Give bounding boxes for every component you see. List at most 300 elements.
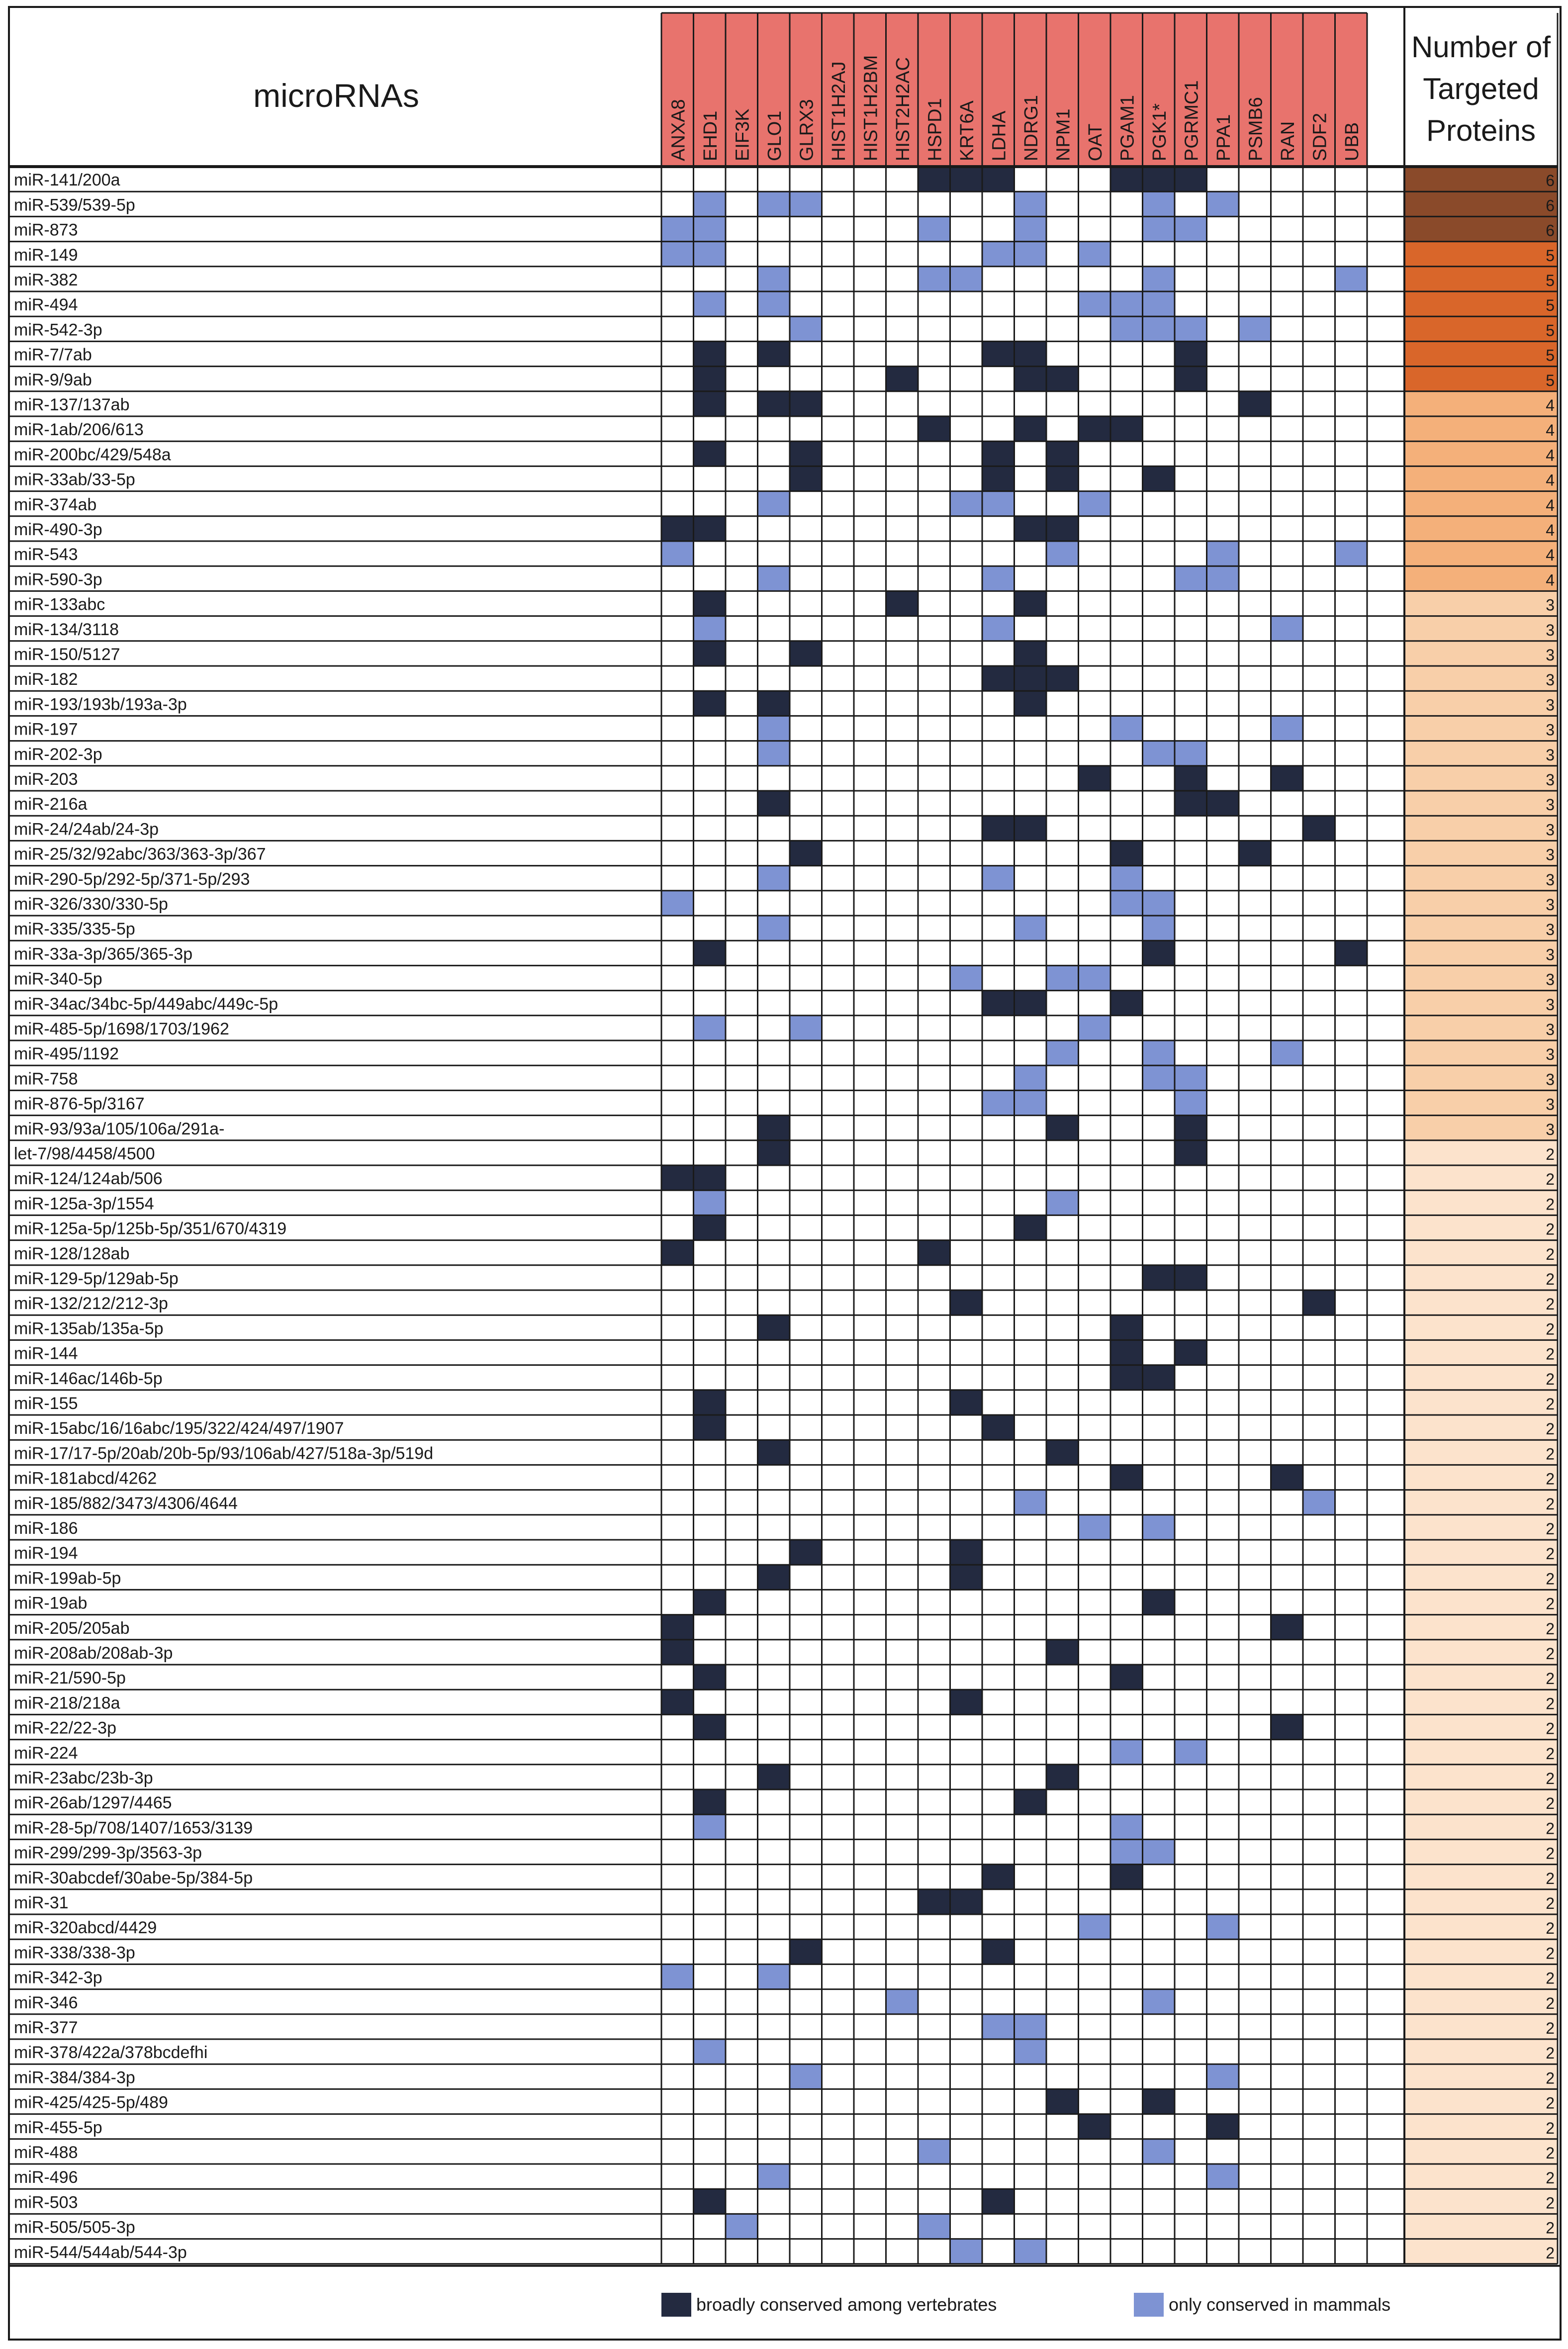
cell-vertebrate — [790, 441, 822, 466]
cell-mammal — [790, 316, 822, 341]
cell-mammal — [918, 267, 950, 291]
count-value: 2 — [1546, 2044, 1555, 2063]
count-value: 2 — [1546, 1420, 1555, 1438]
row-label: miR-137/137ab — [14, 395, 130, 414]
column-label-hist1h2aj: HIST1H2AJ — [828, 61, 849, 161]
count-cell — [1404, 1615, 1558, 1640]
count-value: 3 — [1546, 970, 1555, 989]
cell-mammal — [661, 1964, 694, 1989]
count-cell — [1404, 391, 1558, 416]
count-cell — [1404, 916, 1558, 940]
cell-mammal — [1079, 965, 1111, 990]
cell-vertebrate — [1271, 766, 1303, 791]
count-cell — [1404, 1640, 1558, 1665]
column-label-krt6a: KRT6A — [956, 100, 978, 161]
cell-vertebrate — [661, 516, 694, 541]
count-value: 2 — [1546, 1320, 1555, 1338]
cell-vertebrate — [1271, 1714, 1303, 1739]
row-label: miR-503 — [14, 2193, 78, 2212]
count-value: 2 — [1546, 2219, 1555, 2237]
count-cell — [1404, 1964, 1558, 1989]
row-label: miR-146ac/146b-5p — [14, 1369, 163, 1388]
count-value: 2 — [1546, 1545, 1555, 1563]
count-cell — [1404, 2139, 1558, 2164]
count-cell — [1404, 2039, 1558, 2064]
cell-mammal — [1015, 216, 1047, 241]
cell-vertebrate — [694, 516, 726, 541]
cell-mammal — [982, 242, 1015, 267]
count-value: 2 — [1546, 1370, 1555, 1388]
row-label: miR-149 — [14, 245, 78, 265]
cell-mammal — [1015, 1090, 1047, 1115]
count-value: 2 — [1546, 2119, 1555, 2137]
row-label: miR-384/384-3p — [14, 2068, 135, 2087]
legend-label-vertebrate: broadly conserved among vertebrates — [696, 2294, 997, 2315]
cell-mammal — [694, 216, 726, 241]
count-value: 2 — [1546, 1270, 1555, 1288]
cell-mammal — [1175, 741, 1207, 766]
count-cell — [1404, 2239, 1558, 2264]
cell-mammal — [790, 1016, 822, 1040]
cell-mammal — [886, 1989, 919, 2014]
cell-vertebrate — [1175, 341, 1207, 366]
cell-vertebrate — [950, 1565, 983, 1590]
row-label: miR-9/9ab — [14, 370, 92, 389]
count-header-line: Number of — [1411, 30, 1551, 64]
count-value: 3 — [1546, 895, 1555, 914]
cell-mammal — [1143, 1989, 1175, 2014]
count-cell — [1404, 666, 1558, 691]
cell-mammal — [1143, 741, 1175, 766]
row-label: miR-496 — [14, 2168, 78, 2187]
cell-mammal — [1110, 291, 1143, 316]
count-value: 2 — [1546, 1744, 1555, 1763]
count-value: 6 — [1546, 196, 1555, 215]
row-label: miR-7/7ab — [14, 345, 92, 365]
cell-vertebrate — [694, 1165, 726, 1190]
count-cell — [1404, 167, 1558, 191]
cell-mammal — [1046, 965, 1079, 990]
column-label-ndrg1: NDRG1 — [1020, 94, 1042, 161]
row-label: miR-876-5p/3167 — [14, 1094, 145, 1114]
count-cell — [1404, 2089, 1558, 2114]
count-cell — [1404, 1665, 1558, 1690]
count-value: 2 — [1546, 1670, 1555, 1688]
cell-vertebrate — [1110, 1865, 1143, 1889]
cell-vertebrate — [694, 641, 726, 666]
count-cell — [1404, 1340, 1558, 1365]
cell-vertebrate — [790, 641, 822, 666]
count-cell — [1404, 341, 1558, 366]
row-label: miR-758 — [14, 1069, 78, 1089]
count-value: 2 — [1546, 1694, 1555, 1713]
cell-vertebrate — [1143, 940, 1175, 965]
cell-vertebrate — [1015, 516, 1047, 541]
cell-vertebrate — [790, 1540, 822, 1565]
cell-vertebrate — [758, 791, 790, 816]
cell-mammal — [1015, 2239, 1047, 2264]
row-label: miR-135ab/135a-5p — [14, 1319, 164, 1338]
cell-vertebrate — [758, 1765, 790, 1789]
row-label: miR-21/590-5p — [14, 1669, 126, 1688]
row-label: miR-134/3118 — [14, 620, 119, 639]
cell-vertebrate — [694, 940, 726, 965]
cell-mammal — [1110, 316, 1143, 341]
cell-mammal — [982, 616, 1015, 641]
row-label: miR-543 — [14, 545, 78, 564]
cell-vertebrate — [1015, 1215, 1047, 1240]
column-label-glo1: GLO1 — [764, 110, 785, 161]
cell-mammal — [1175, 1065, 1207, 1090]
cell-vertebrate — [918, 1889, 950, 1914]
cell-vertebrate — [661, 1240, 694, 1265]
cell-mammal — [1271, 1040, 1303, 1065]
count-cell — [1404, 1016, 1558, 1040]
cell-mammal — [1079, 242, 1111, 267]
cell-vertebrate — [982, 441, 1015, 466]
cell-vertebrate — [1015, 691, 1047, 716]
cell-mammal — [918, 2139, 950, 2164]
row-label: miR-378/422a/378bcdefhi — [14, 2043, 208, 2063]
column-label-oat: OAT — [1085, 123, 1106, 161]
count-value: 4 — [1546, 421, 1555, 440]
count-header-line: Proteins — [1426, 114, 1536, 147]
row-label: miR-124/124ab/506 — [14, 1169, 163, 1189]
count-cell — [1404, 541, 1558, 566]
cell-vertebrate — [950, 1889, 983, 1914]
cell-vertebrate — [918, 1240, 950, 1265]
cell-mammal — [982, 866, 1015, 891]
column-label-ran: RAN — [1277, 121, 1298, 161]
column-label-anxa8: ANXA8 — [668, 99, 689, 161]
count-cell — [1404, 191, 1558, 216]
count-cell — [1404, 1090, 1558, 1115]
cell-vertebrate — [1015, 666, 1047, 691]
cell-vertebrate — [982, 666, 1015, 691]
count-cell — [1404, 1540, 1558, 1565]
cell-vertebrate — [1110, 416, 1143, 441]
cell-vertebrate — [950, 167, 983, 191]
cell-vertebrate — [1175, 1265, 1207, 1290]
cell-mammal — [1143, 316, 1175, 341]
count-cell — [1404, 866, 1558, 891]
row-label: miR-488 — [14, 2143, 78, 2162]
cell-mammal — [950, 965, 983, 990]
row-label: miR-128/128ab — [14, 1244, 130, 1263]
count-cell — [1404, 1116, 1558, 1140]
count-value: 3 — [1546, 1095, 1555, 1114]
cell-mammal — [1239, 316, 1271, 341]
count-value: 3 — [1546, 1070, 1555, 1089]
count-cell — [1404, 940, 1558, 965]
cell-vertebrate — [1079, 416, 1111, 441]
count-value: 2 — [1546, 1794, 1555, 1813]
count-cell — [1404, 1939, 1558, 1964]
cell-vertebrate — [1046, 516, 1079, 541]
count-cell — [1404, 416, 1558, 441]
count-value: 2 — [1546, 1595, 1555, 1613]
cell-mammal — [661, 242, 694, 267]
cell-vertebrate — [1015, 641, 1047, 666]
count-cell — [1404, 441, 1558, 466]
count-value: 2 — [1546, 1619, 1555, 1638]
cell-mammal — [1143, 267, 1175, 291]
count-value: 2 — [1546, 2169, 1555, 2187]
count-value: 4 — [1546, 571, 1555, 589]
row-label: let-7/98/4458/4500 — [14, 1144, 155, 1163]
count-value: 2 — [1546, 1445, 1555, 1463]
row-label: miR-374ab — [14, 495, 97, 514]
cell-mammal — [694, 616, 726, 641]
cell-vertebrate — [661, 1615, 694, 1640]
count-cell — [1404, 1490, 1558, 1515]
count-cell — [1404, 791, 1558, 816]
cell-vertebrate — [661, 1165, 694, 1190]
row-label: miR-299/299-3p/3563-3p — [14, 1843, 202, 1863]
row-label: miR-194 — [14, 1544, 78, 1563]
count-value: 3 — [1546, 921, 1555, 939]
cell-vertebrate — [918, 167, 950, 191]
column-label-hist2h2ac: HIST2H2AC — [892, 57, 914, 161]
cell-mammal — [1143, 1065, 1175, 1090]
row-label: miR-335/335-5p — [14, 920, 135, 939]
cell-vertebrate — [694, 691, 726, 716]
cell-mammal — [790, 2064, 822, 2089]
count-value: 2 — [1546, 2019, 1555, 2037]
count-value: 4 — [1546, 446, 1555, 465]
row-label: miR-494 — [14, 295, 78, 315]
count-cell — [1404, 1515, 1558, 1540]
cell-vertebrate — [1143, 1265, 1175, 1290]
row-label: miR-340-5p — [14, 969, 102, 989]
cell-vertebrate — [1207, 791, 1239, 816]
cell-mammal — [758, 741, 790, 766]
cell-mammal — [758, 191, 790, 216]
count-value: 2 — [1546, 1769, 1555, 1787]
count-value: 5 — [1546, 296, 1555, 315]
cell-mammal — [982, 2014, 1015, 2039]
cell-mammal — [758, 866, 790, 891]
cell-vertebrate — [790, 841, 822, 865]
count-value: 2 — [1546, 1919, 1555, 1938]
row-label: miR-346 — [14, 1993, 78, 2012]
count-cell — [1404, 1714, 1558, 1739]
count-cell — [1404, 291, 1558, 316]
cell-vertebrate — [982, 466, 1015, 491]
row-label: miR-28-5p/708/1407/1653/3139 — [14, 1818, 253, 1838]
count-cell — [1404, 1565, 1558, 1590]
row-label: miR-485-5p/1698/1703/1962 — [14, 1019, 229, 1038]
count-value: 2 — [1546, 1894, 1555, 1912]
cell-vertebrate — [1046, 441, 1079, 466]
row-label: miR-181abcd/4262 — [14, 1469, 157, 1488]
cell-mammal — [1143, 1839, 1175, 1864]
count-value: 2 — [1546, 1819, 1555, 1838]
cell-mammal — [1207, 541, 1239, 566]
cell-mammal — [1015, 242, 1047, 267]
count-value: 2 — [1546, 1295, 1555, 1314]
cell-mammal — [1143, 291, 1175, 316]
cell-vertebrate — [1143, 1590, 1175, 1614]
count-value: 3 — [1546, 696, 1555, 714]
cell-vertebrate — [982, 991, 1015, 1016]
count-cell — [1404, 1765, 1558, 1789]
count-value: 4 — [1546, 471, 1555, 489]
count-value: 3 — [1546, 945, 1555, 964]
cell-vertebrate — [982, 816, 1015, 841]
cell-vertebrate — [694, 1590, 726, 1614]
cell-vertebrate — [1015, 367, 1047, 391]
cell-vertebrate — [886, 591, 919, 616]
count-cell — [1404, 1215, 1558, 1240]
count-value: 2 — [1546, 1245, 1555, 1263]
cell-vertebrate — [694, 591, 726, 616]
count-cell — [1404, 816, 1558, 841]
cell-vertebrate — [1175, 1116, 1207, 1140]
cell-vertebrate — [1015, 816, 1047, 841]
cell-vertebrate — [790, 391, 822, 416]
cell-mammal — [1207, 2164, 1239, 2189]
cell-vertebrate — [1303, 816, 1335, 841]
count-value: 2 — [1546, 1994, 1555, 2012]
column-label-eif3k: EIF3K — [732, 108, 753, 161]
count-cell — [1404, 2164, 1558, 2189]
count-value: 2 — [1546, 1944, 1555, 1963]
row-label: miR-320abcd/4429 — [14, 1918, 157, 1938]
cell-mammal — [694, 2039, 726, 2064]
cell-mammal — [758, 2164, 790, 2189]
count-value: 2 — [1546, 1195, 1555, 1214]
column-label-ldha: LDHA — [989, 110, 1010, 161]
count-cell — [1404, 641, 1558, 666]
cell-mammal — [1175, 316, 1207, 341]
row-label: miR-205/205ab — [14, 1618, 130, 1638]
count-value: 3 — [1546, 596, 1555, 614]
cell-vertebrate — [1143, 1365, 1175, 1390]
count-value: 3 — [1546, 770, 1555, 789]
count-value: 3 — [1546, 746, 1555, 764]
cell-vertebrate — [886, 367, 919, 391]
column-label-psmb6: PSMB6 — [1245, 97, 1267, 161]
row-label: miR-125a-5p/125b-5p/351/670/4319 — [14, 1219, 287, 1238]
count-value: 4 — [1546, 496, 1555, 514]
row-label: miR-199ab-5p — [14, 1569, 121, 1588]
cell-mammal — [1015, 191, 1047, 216]
count-value: 2 — [1546, 1170, 1555, 1189]
cell-mammal — [758, 491, 790, 516]
cell-vertebrate — [1110, 1365, 1143, 1390]
cell-vertebrate — [1110, 1665, 1143, 1690]
cell-mammal — [661, 216, 694, 241]
row-label: miR-197 — [14, 720, 78, 739]
cell-mammal — [758, 291, 790, 316]
cell-mammal — [1079, 291, 1111, 316]
cell-mammal — [1207, 2064, 1239, 2089]
row-label: miR-125a-3p/1554 — [14, 1194, 154, 1214]
count-cell — [1404, 2114, 1558, 2139]
count-value: 2 — [1546, 2244, 1555, 2262]
cell-mammal — [661, 891, 694, 916]
column-label-npm1: NPM1 — [1053, 108, 1074, 161]
row-label: miR-338/338-3p — [14, 1943, 135, 1963]
cell-vertebrate — [758, 1315, 790, 1340]
cell-vertebrate — [1015, 991, 1047, 1016]
cell-mammal — [1110, 1740, 1143, 1765]
count-value: 3 — [1546, 846, 1555, 864]
row-label: miR-26ab/1297/4465 — [14, 1793, 172, 1813]
count-cell — [1404, 766, 1558, 791]
cell-mammal — [1046, 1190, 1079, 1215]
cell-vertebrate — [982, 2189, 1015, 2214]
row-label: miR-129-5p/129ab-5p — [14, 1269, 179, 1288]
cell-vertebrate — [694, 1390, 726, 1415]
count-value: 5 — [1546, 346, 1555, 365]
count-cell — [1404, 1415, 1558, 1440]
count-value: 2 — [1546, 2094, 1555, 2112]
cell-vertebrate — [694, 1215, 726, 1240]
row-label: miR-208ab/208ab-3p — [14, 1643, 173, 1663]
cell-vertebrate — [1143, 167, 1175, 191]
cell-mammal — [1015, 2039, 1047, 2064]
cell-vertebrate — [694, 391, 726, 416]
count-cell — [1404, 1839, 1558, 1864]
row-label: miR-93/93a/105/106a/291a- — [14, 1119, 225, 1138]
count-cell — [1404, 466, 1558, 491]
cell-vertebrate — [1175, 167, 1207, 191]
row-label: miR-544/544ab/544-3p — [14, 2243, 187, 2262]
count-header-line: Targeted — [1423, 72, 1539, 105]
cell-mammal — [1110, 866, 1143, 891]
count-value: 5 — [1546, 271, 1555, 289]
count-cell — [1404, 691, 1558, 716]
cell-vertebrate — [758, 391, 790, 416]
count-cell — [1404, 841, 1558, 865]
cell-mammal — [1110, 1814, 1143, 1839]
cell-mammal — [1335, 267, 1368, 291]
cell-vertebrate — [950, 1690, 983, 1714]
row-label: miR-150/5127 — [14, 645, 120, 664]
count-cell — [1404, 591, 1558, 616]
cell-mammal — [950, 267, 983, 291]
row-label: miR-455-5p — [14, 2118, 102, 2137]
cell-vertebrate — [1110, 991, 1143, 1016]
row-label: miR-15abc/16/16abc/195/322/424/497/1907 — [14, 1419, 344, 1438]
row-label: miR-342-3p — [14, 1968, 102, 1987]
row-label: miR-216a — [14, 795, 88, 814]
column-label-ubb: UBB — [1341, 122, 1363, 161]
row-label: miR-590-3p — [14, 570, 102, 589]
row-label: miR-224 — [14, 1743, 78, 1763]
row-label: miR-218/218a — [14, 1693, 120, 1713]
cell-mammal — [1015, 1490, 1047, 1515]
row-label: miR-377 — [14, 2018, 78, 2037]
count-cell — [1404, 965, 1558, 990]
cell-mammal — [758, 716, 790, 741]
row-header-title: microRNAs — [253, 77, 419, 114]
cell-mammal — [694, 1814, 726, 1839]
cell-vertebrate — [694, 341, 726, 366]
count-value: 4 — [1546, 521, 1555, 539]
cell-mammal — [758, 566, 790, 591]
cell-vertebrate — [694, 2189, 726, 2214]
cell-mammal — [1143, 191, 1175, 216]
count-value: 2 — [1546, 2194, 1555, 2212]
cell-vertebrate — [1239, 841, 1271, 865]
cell-vertebrate — [1015, 416, 1047, 441]
cell-vertebrate — [1110, 1465, 1143, 1490]
column-label-pgam1: PGAM1 — [1117, 94, 1138, 161]
count-value: 2 — [1546, 1470, 1555, 1488]
